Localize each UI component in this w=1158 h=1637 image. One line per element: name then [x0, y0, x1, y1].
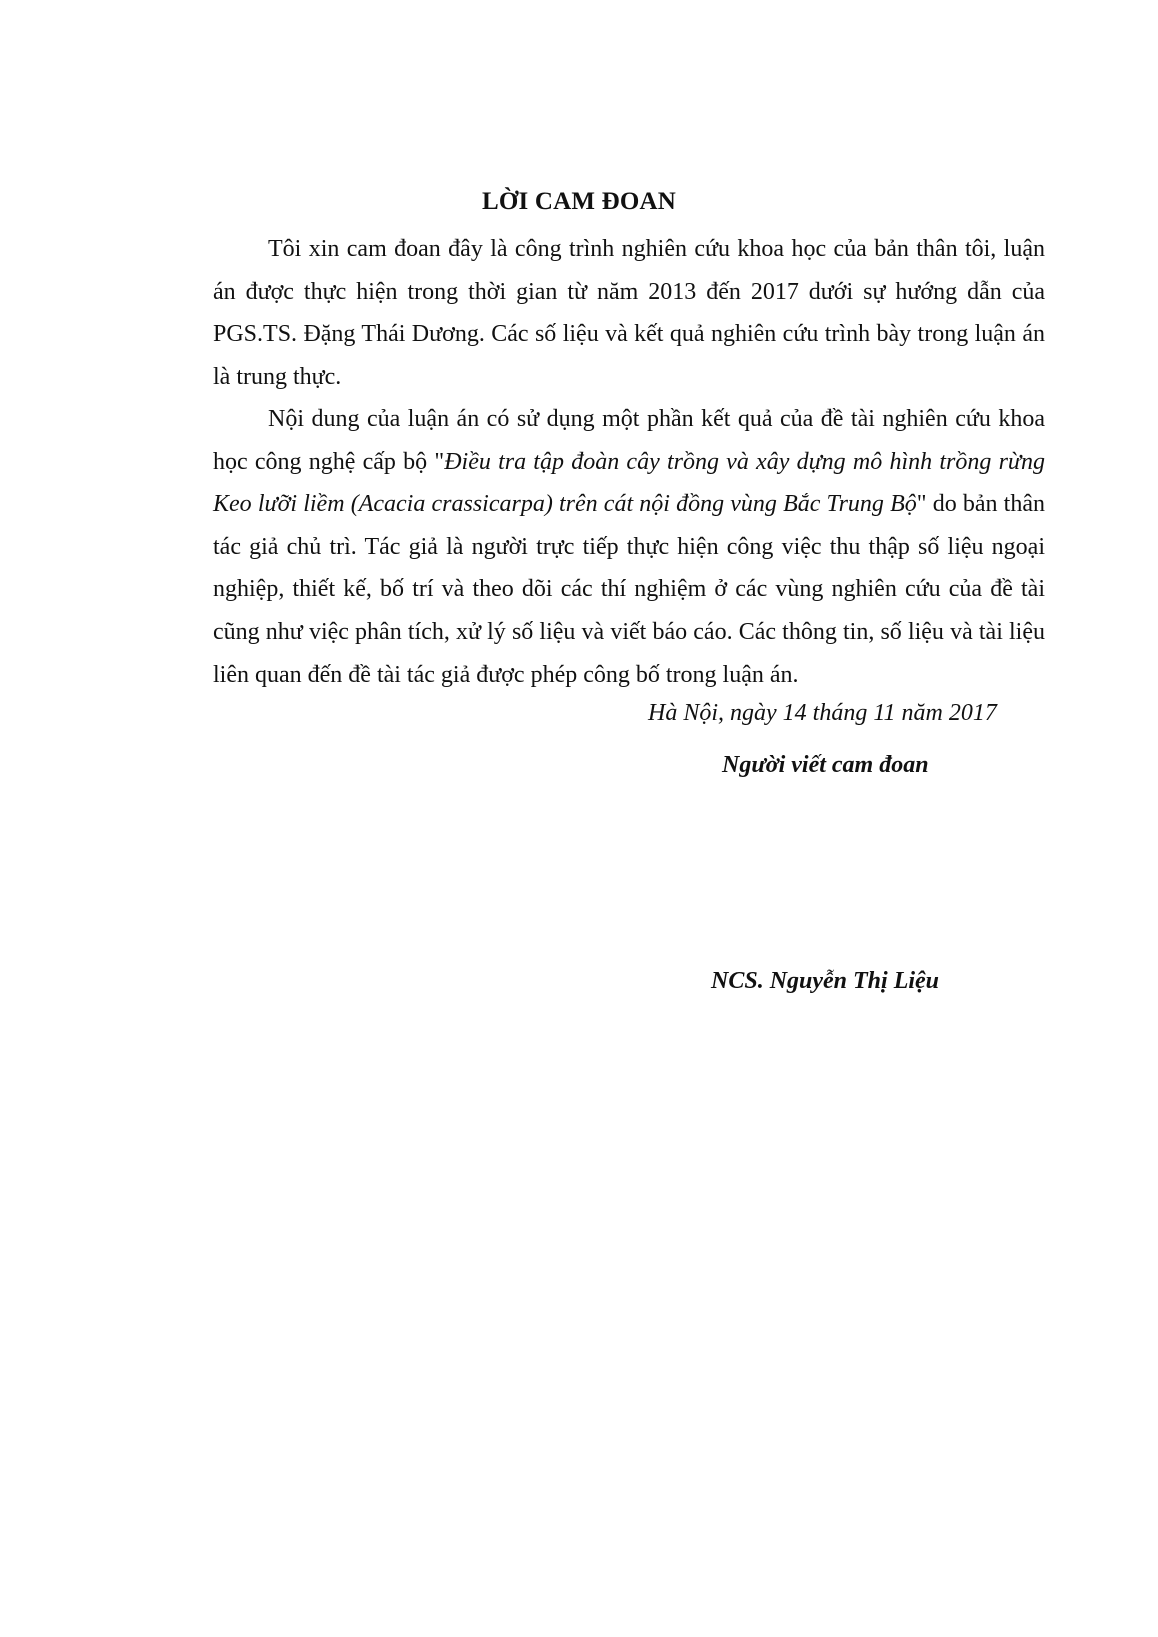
paragraph-2-rest: " do bản thân tác giả chủ trì. Tác giả là người trực tiếp thực hiện công việc thu thập số liệu ngoại nghiệp, thiết kế, bố trí và theo dõi các thí nghiệm ở các vùng nghiên cứu của đề tài cũng như việc phân tích, xử lý số liệu và viết báo cáo. Các thông tin, số liệu và tài liệu liên quan đến đề tài tác giả được phép công bố trong luận án.	[213, 491, 1045, 688]
page-title: LỜI CAM ĐOAN	[481, 188, 677, 215]
place-date: Hà Nội, ngày 14 tháng 11 năm 2017	[648, 700, 997, 726]
paragraph-1-text: Tôi xin cam đoan đây là công trình nghiên cứu khoa học của bản thân tôi, luận án được thực hiện trong thời gian từ năm 2013 đến 2017 dưới sự hướng dẫn của PGS.TS. Đặng Thái Dương. Các số liệu và kết quả nghiên cứu trình bày trong luận án là trung thực.	[213, 236, 1045, 390]
declaration-paragraph-2	[213, 398, 1045, 696]
paragraph-2-intro: Nội dung của luận án có sử dụng một phần kết quả của đề tài nghiên cứu khoa học công nghệ cấp bộ "	[213, 406, 1045, 475]
paragraph-2-text	[213, 398, 1045, 696]
signer-label: Người viết cam đoan	[722, 752, 929, 778]
signer-name: NCS. Nguyễn Thị Liệu	[711, 968, 940, 994]
declaration-paragraph-1	[213, 228, 1045, 398]
project-title: Điều tra tập đoàn cây trồng và xây dựng mô hình trồng rừng Keo lưỡi liềm (Acacia crassicarpa) trên cát nội đồng vùng Bắc Trung Bộ	[213, 448, 1046, 518]
